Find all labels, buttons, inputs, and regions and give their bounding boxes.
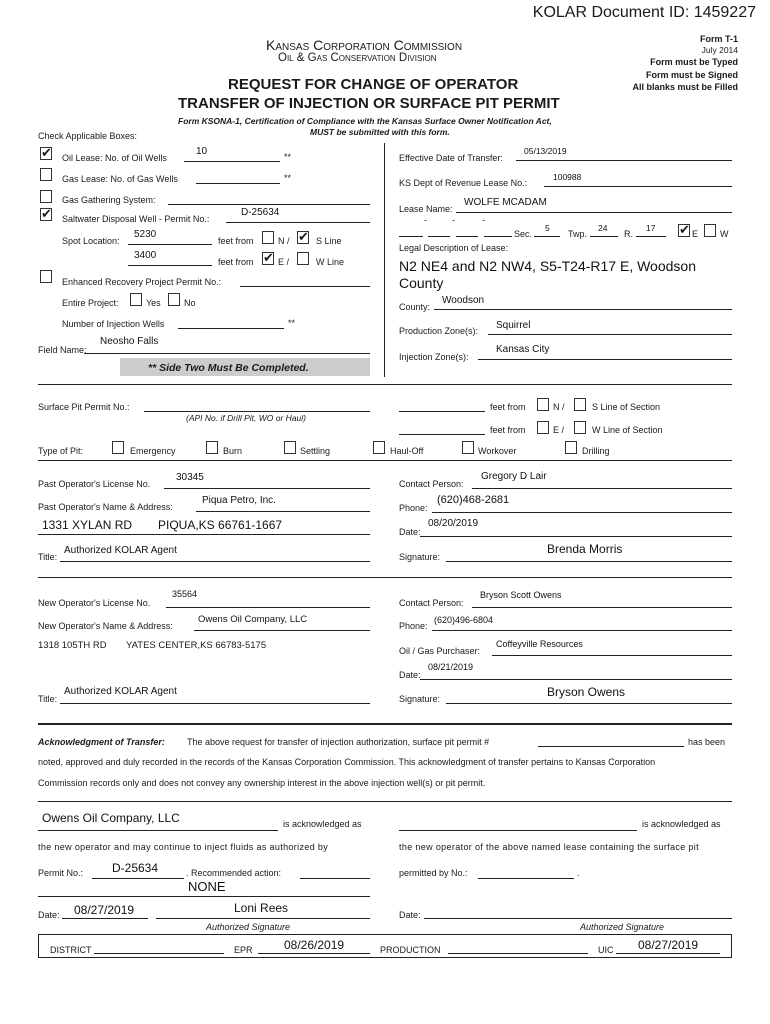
new-name-value: Owens Oil Company, LLC [198,614,308,625]
footer-epr-date: 08/26/2019 [284,938,345,952]
pit-ew-line[interactable] [399,422,485,435]
ack-recommended-label: . Recommended action: [186,868,282,878]
enhanced-recovery-line[interactable] [240,274,370,287]
past-signature-value: Brenda Morris [547,542,623,556]
pit-permit-label: Surface Pit Permit No.: [38,402,130,412]
ack-date-value-left: 08/27/2019 [74,903,135,917]
new-date-value: 08/21/2019 [428,662,474,672]
ack-permit-no-value: D-25634 [112,861,159,875]
pit-south-checkbox[interactable] [574,398,586,411]
past-address-value: 1331 XYLAN RD [42,518,133,532]
new-title-value: Authorized KOLAR Agent [64,686,177,697]
gas-wells-line[interactable] [196,171,280,184]
ack-has-been: has been [688,737,726,747]
past-license-value: 30345 [176,472,204,483]
enhanced-recovery-label: Enhanced Recovery Project Permit No.: [62,277,222,287]
west-line-label: W Line [316,257,345,267]
ack-permitted-by-period: . [577,868,580,878]
twp-value: 24 [598,223,608,233]
past-phone-label: Phone: [399,503,428,513]
injection-zone-value: Kansas City [496,344,550,355]
ack-recommended-value: NONE [188,879,226,894]
gas-gathering-label: Gas Gathering System: [62,195,156,205]
production-zone-label: Production Zone(s): [399,326,479,336]
ack-right-company-line[interactable] [399,816,637,831]
ack-text-line3: Commission records only and does not convey any ownership interest in the above injection well(s) or pit permit. [38,778,486,788]
form-date: July 2014 [701,45,738,55]
pit-api-note: (API No. if Drill Pit, WO or Haul) [186,413,306,423]
new-signature-label: Signature: [399,694,441,704]
sec-value: 5 [545,223,550,233]
past-date-label: Date: [399,527,421,537]
range-west-checkbox[interactable] [704,224,716,237]
injection-wells-footnote: ** [288,318,296,328]
quarter-dash-3: - [482,215,485,225]
injection-wells-label: Number of Injection Wells [62,319,165,329]
pit-type-drilling-checkbox[interactable] [565,441,577,454]
section-divider-3 [38,577,732,578]
pit-type-workover-checkbox[interactable] [462,441,474,454]
past-contact-label: Contact Person: [399,479,464,489]
ack-signature-line-right[interactable] [424,906,732,919]
agency-name: Kansas Corporation Commission [266,37,463,53]
gas-lease-label: Gas Lease: No. of Gas Wells [62,174,178,184]
past-name-value: Piqua Petro, Inc. [202,495,276,506]
pit-north-checkbox[interactable] [537,398,549,411]
pit-type-workover: Workover [478,446,517,456]
check-boxes-heading: Check Applicable Boxes: [38,131,138,141]
gas-wells-footnote: ** [284,173,292,183]
pit-feet-from-1: feet from [490,402,526,412]
form-subtitle-line2: MUST be submitted with this form. [310,127,450,137]
new-address-value: 1318 105TH RD [38,640,107,651]
new-license-value: 35564 [172,589,198,599]
quarter-dash-1: - [424,215,427,225]
field-name-label: Field Name: [38,345,87,355]
pit-north-label: N / [553,402,565,412]
quarter-line-2[interactable] [428,226,450,237]
oil-lease-checkbox[interactable]: ✔ [41,146,52,161]
enhanced-recovery-checkbox[interactable] [40,270,52,283]
quarter-dash-2: - [452,215,455,225]
pit-west-checkbox[interactable] [574,421,586,434]
ack-date-label-right: Date: [399,910,421,920]
footer-production: PRODUCTION [380,945,441,955]
east-label: E / [278,257,290,267]
yes-checkbox[interactable] [130,293,142,306]
ack-permit-no-label: Permit No.: [38,868,84,878]
range-east-label: E [692,229,699,239]
footer-epr: EPR [234,945,253,955]
swd-label: Saltwater Disposal Well - Permit No.: [62,214,210,224]
gas-lease-checkbox[interactable] [40,168,52,181]
legal-description-line1: N2 NE4 and N2 NW4, S5-T24-R17 E, Woodson [399,258,696,274]
ack-recommended-line-1[interactable] [300,866,370,879]
ack-is-acknowledged-left: is acknowledged as [283,819,362,829]
legal-description-label: Legal Description of Lease: [399,243,509,253]
pit-east-checkbox[interactable] [537,421,549,434]
ack-date-label-left: Date: [38,910,60,920]
pit-type-drilling: Drilling [582,446,610,456]
lease-name-label: Lease Name: [399,204,453,214]
section-divider-1 [38,384,732,385]
oil-wells-value: 10 [196,146,208,157]
requirement-signed: Form must be Signed [645,70,738,80]
range-value: 17 [646,223,656,233]
document-id: KOLAR Document ID: 1459227 [532,4,756,21]
range-west-label: W [720,229,729,239]
new-title-label: Title: [38,694,58,704]
range-east-checkbox[interactable]: ✔ [679,223,690,238]
pit-type-haul-off: Haul-Off [390,446,424,456]
legal-description-line2: County [399,275,444,291]
yes-label: Yes [146,298,161,308]
field-name-value: Neosho Falls [100,336,159,347]
footer-district: DISTRICT [50,945,92,955]
south-line-label: S Line [316,236,342,246]
ack-permitted-by-label: permitted by No.: [399,868,468,878]
past-title-label: Title: [38,552,58,562]
ks-lease-label: KS Dept of Revenue Lease No.: [399,178,528,188]
past-city-value: PIQUA,KS 66761-1667 [158,518,283,532]
injection-zone-label: Injection Zone(s): [399,352,469,362]
spot-ew-value: 3400 [134,250,157,261]
lease-name-value: WOLFE MCADAM [464,197,547,208]
quarter-line-1[interactable] [399,226,423,237]
pit-type-burn: Burn [223,446,243,456]
ack-signer-value: Loni Rees [234,901,289,915]
footer-uic-date: 08/27/2019 [638,938,699,952]
gas-gathering-line[interactable] [168,192,370,205]
footer-district-line[interactable] [94,942,224,954]
past-title-value: Authorized KOLAR Agent [64,545,177,556]
ack-text-line2: noted, approved and duly recorded in the records of the Kansas Corporation Commission. This acknowledgment of transfer pertains to Kansas Corporation [38,757,656,767]
county-value: Woodson [442,295,485,306]
north-checkbox[interactable] [262,231,274,244]
oil-lease-label: Oil Lease: No. of Oil Wells [62,153,167,163]
pit-type-haul-off-checkbox[interactable] [373,441,385,454]
new-signature-value: Bryson Owens [547,685,626,699]
past-license-label: Past Operator's License No. [38,479,151,489]
pit-type-settling-checkbox[interactable] [284,441,296,454]
effective-date-label: Effective Date of Transfer: [399,153,503,163]
past-phone-value: (620)468-2681 [437,494,510,506]
gas-gathering-checkbox[interactable] [40,190,52,203]
ack-permitted-by-line[interactable] [478,866,574,879]
form-title-line2: TRANSFER OF INJECTION OR SURFACE PIT PERMIT [178,95,560,112]
division-name: Oil & Gas Conservation Division [278,52,437,64]
new-phone-label: Phone: [399,621,428,631]
past-name-label: Past Operator's Name & Address: [38,502,173,512]
new-purchaser-value: Coffeyville Resources [496,639,583,649]
side-two-notice: ** Side Two Must Be Completed. [148,362,309,374]
ack-left-paragraph: the new operator and may continue to inject fluids as authorized by [38,842,329,852]
past-signature-label: Signature: [399,552,441,562]
section-divider-5 [38,801,732,802]
pit-south-line: S Line of Section [592,402,661,412]
new-date-label: Date: [399,670,421,680]
footer-uic: UIC [598,945,614,955]
oil-wells-footnote: ** [284,152,292,162]
section-divider-4 [38,723,732,725]
past-date-value: 08/20/2019 [428,518,479,529]
injection-wells-line[interactable] [178,316,284,329]
pit-type-settling: Settling [300,446,331,456]
ack-label: Acknowledgment of Transfer: [38,737,165,747]
south-checkbox[interactable]: ✔ [298,230,309,245]
ack-authorized-signature-right: Authorized Signature [580,922,665,932]
west-checkbox[interactable] [297,252,309,265]
new-phone-value: (620)496-6804 [434,615,494,625]
ack-company-value: Owens Oil Company, LLC [42,811,180,825]
east-checkbox[interactable]: ✔ [263,251,274,266]
pit-feet-from-2: feet from [490,425,526,435]
new-purchaser-label: Oil / Gas Purchaser: [399,646,481,656]
quarter-line-3[interactable] [456,226,478,237]
ks-lease-value: 100988 [553,172,582,182]
sec-label: Sec. [514,229,533,239]
feet-from-label-1: feet from [218,236,254,246]
no-checkbox[interactable] [168,293,180,306]
pit-ns-line[interactable] [399,399,485,412]
footer-production-line[interactable] [448,942,588,954]
production-zone-value: Squirrel [496,320,531,331]
spot-ns-value: 5230 [134,229,157,240]
section-divider-2 [38,460,732,461]
ack-is-acknowledged-right: is acknowledged as [642,819,721,829]
form-subtitle-line1: Form KSONA-1, Certification of Compliance with the Kansas Surface Owner Notification Act, [178,116,552,126]
swd-checkbox[interactable]: ✔ [41,207,52,222]
ack-permit-line[interactable] [538,734,684,747]
no-label: No [184,298,196,308]
form-number: Form T-1 [699,34,738,44]
effective-date-value: 05/13/2019 [524,146,567,156]
requirement-filled: All blanks must be Filled [632,82,738,92]
pit-type-label: Type of Pit: [38,446,84,456]
feet-from-label-2: feet from [218,257,254,267]
ack-right-paragraph: the new operator of the above named lease containing the surface pit [399,842,699,852]
past-contact-value: Gregory D Lair [481,471,547,482]
pit-type-emergency-checkbox[interactable] [112,441,124,454]
pit-east-label: E / [553,425,565,435]
new-license-label: New Operator's License No. [38,598,151,608]
form-title-line1: REQUEST FOR CHANGE OF OPERATOR [228,76,519,93]
ack-text-line1: The above request for transfer of injection authorization, surface pit permit # [187,737,490,747]
entire-project-label: Entire Project: [62,298,119,308]
twp-label: Twp. [568,229,588,239]
new-city-value: YATES CENTER,KS 66783-5175 [126,640,267,651]
pit-type-burn-checkbox[interactable] [206,441,218,454]
county-label: County: [399,302,431,312]
ack-authorized-signature-left: Authorized Signature [206,922,291,932]
new-contact-label: Contact Person: [399,598,464,608]
requirement-typed: Form must be Typed [650,57,738,67]
quarter-line-4[interactable] [484,226,512,237]
spot-location-label: Spot Location: [62,236,120,246]
north-label: N / [278,236,290,246]
range-label: R. [624,229,633,239]
swd-permit-value: D-25634 [241,207,280,218]
new-contact-value: Bryson Scott Owens [480,590,562,600]
pit-west-line: W Line of Section [592,425,663,435]
new-name-label: New Operator's Name & Address: [38,621,173,631]
pit-permit-line[interactable] [144,399,370,412]
pit-type-emergency: Emergency [130,446,176,456]
column-divider [384,143,385,377]
